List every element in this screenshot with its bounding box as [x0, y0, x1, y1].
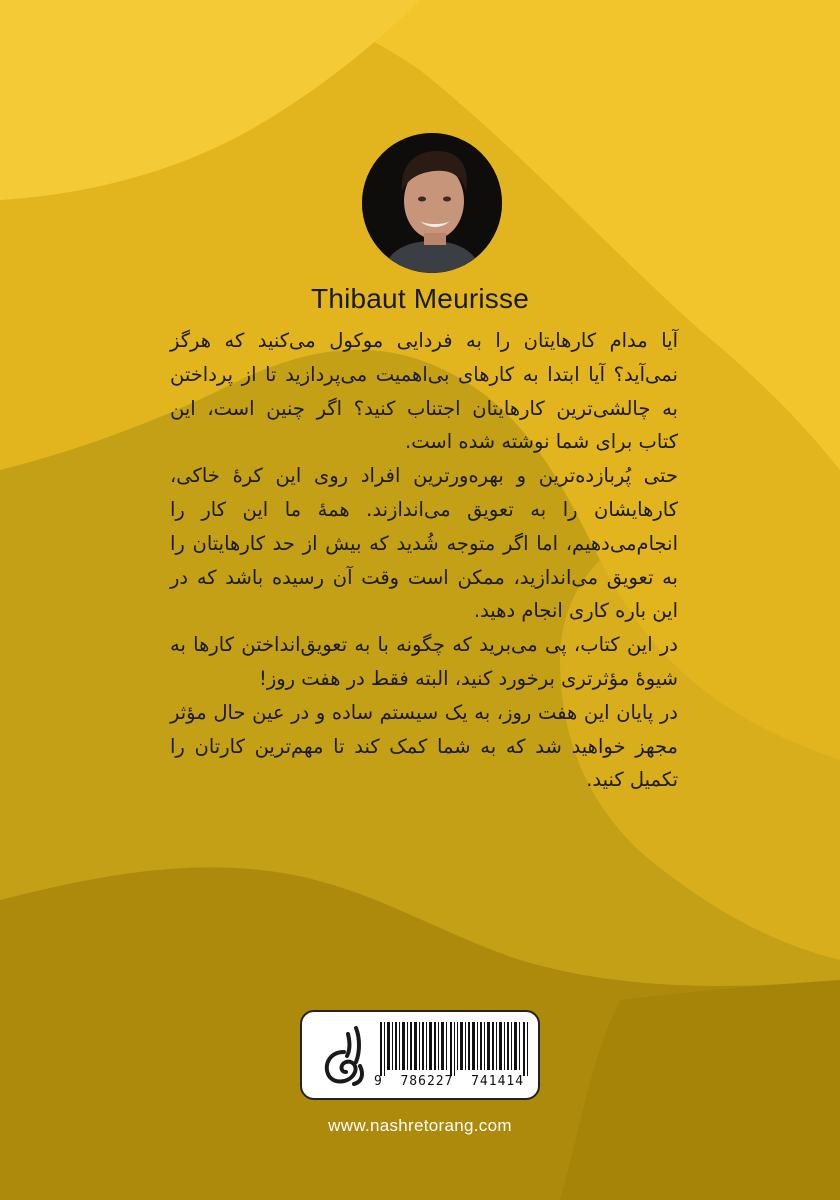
barcode-panel — [300, 1010, 540, 1100]
book-blurb — [170, 324, 678, 797]
blurb-paragraph: آیا مدام کارهایتان را به فردایی موکول می‌کنید که هرگز نمی‌آید؟ آیا ابتدا به کارهای بی‌اهمیت می‌پردازید تا از پرداختن به چالشی‌ترین کارهایتان اجتناب کنید؟ اگر چنین است، این کتاب برای شما نوشته شده است. — [170, 329, 678, 454]
author-name: Thibaut Meurisse — [311, 283, 529, 314]
isbn-number: 9 786227 741414 — [374, 1074, 525, 1089]
orang-publisher-logo-icon — [316, 1022, 370, 1088]
blurb-paragraph: حتی پُربازده‌ترین و بهره‌ورترین افراد روی این کرهٔ خاکی، کارهایشان را به تعویق می‌اندازند. همهٔ ما این کار را انجام‌می‌دهیم، اما اگر متوجه شُدید که بیش از حد کارهایتان را به تعویق می‌اندازید، ممکن است وقت آن رسیده باشد که در این باره کاری انجام دهید. — [170, 464, 678, 623]
publisher-website: www.nashretorang.com — [328, 1116, 512, 1135]
blurb-paragraph: در پایان این هفت روز، به یک سیستم ساده و در عین حال مؤثر مجهز خواهید شد که به شما کمک کند تا مهم‌ترین کارتان را تکمیل کنید. — [170, 700, 678, 792]
blurb-paragraph: در این کتاب، پی می‌برید که چگونه با به تعویق‌انداختن کارها به شیوهٔ مؤثرتری برخورد کنید، البته فقط در هفت روز! — [170, 633, 678, 690]
author-photo — [362, 133, 502, 273]
isbn-barcode — [380, 1022, 530, 1076]
author-portrait-icon — [362, 133, 502, 273]
